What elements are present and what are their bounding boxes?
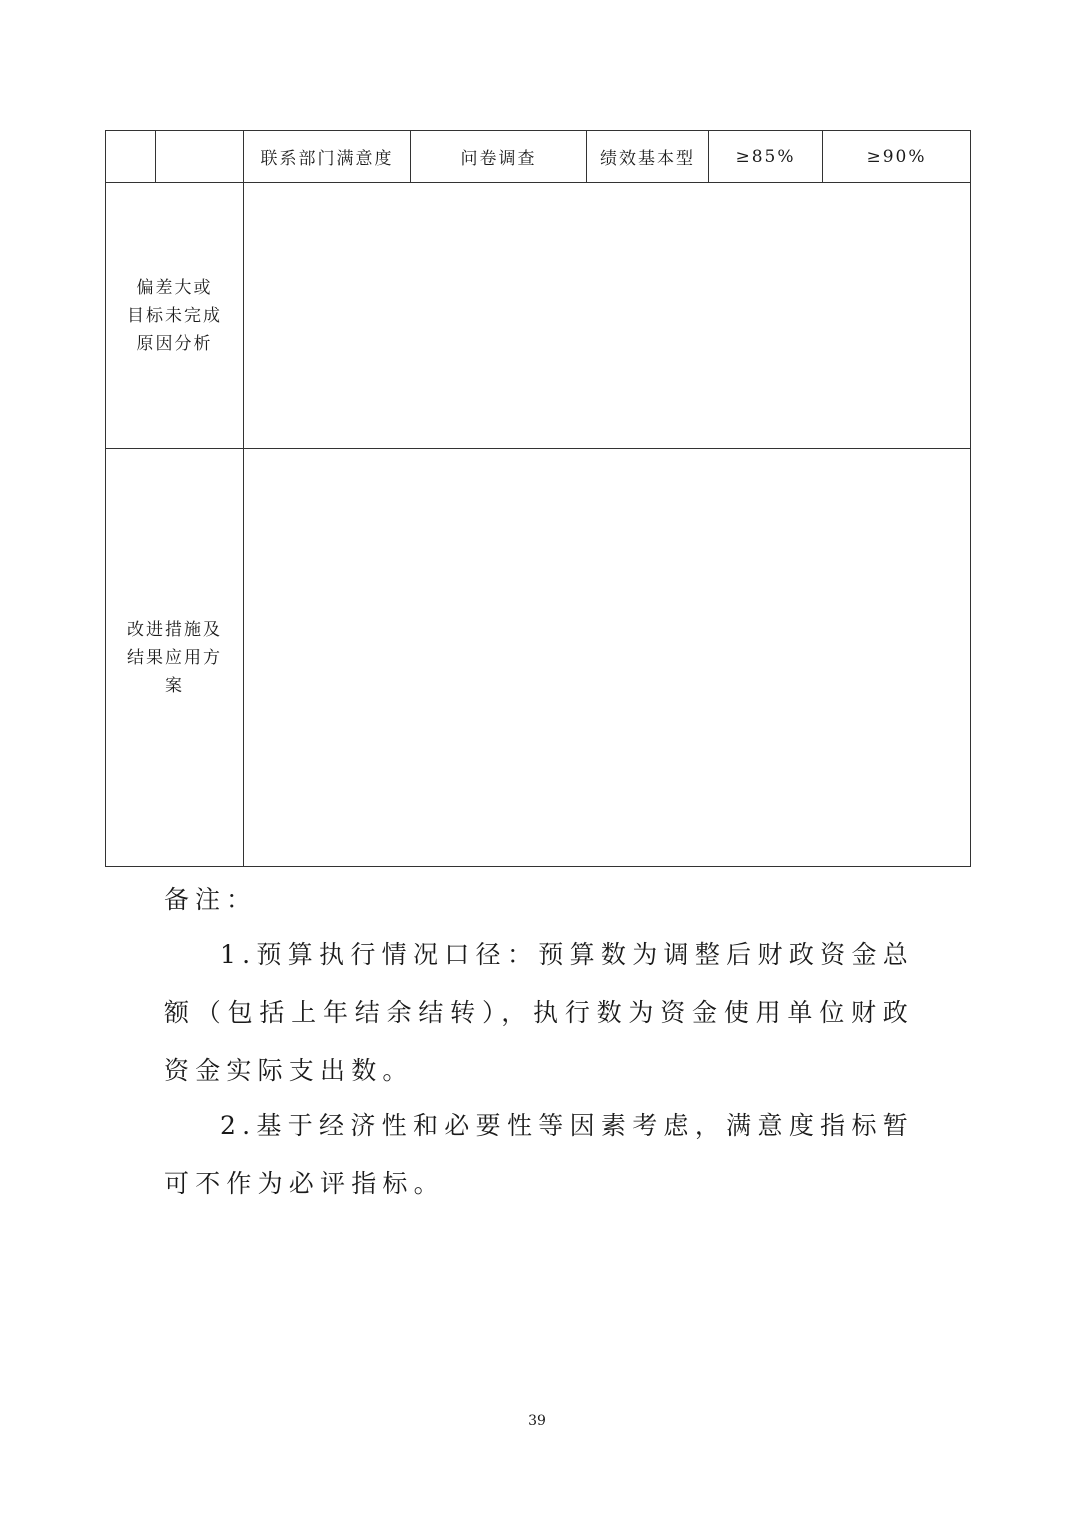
page-number: 39 [528,1413,546,1429]
empty-cell [106,131,156,183]
evaluation-method-cell: 问卷调查 [411,131,587,183]
note-item: 2.基于经济性和必要性等因素考虑，满意度指标暂可不作为必评指标。 [164,1111,914,1198]
notes-title: 备注： [164,885,258,914]
improvement-label-line: 结果应用方 [127,647,222,668]
table-row [106,183,971,449]
deviation-label-line: 目标未完成 [127,305,222,326]
improvement-content-cell [244,449,971,867]
deviation-label-line: 偏差大或 [136,277,213,298]
note-item: 1.预算执行情况口径：预算数为调整后财政资金总额（包括上年结余结转），执行数为资金使用单位财政资金实际支出数。 [164,940,914,1085]
deviation-content-cell [244,183,971,449]
improvement-label-line: 案 [165,675,184,696]
deviation-label-cell [106,183,244,449]
improvement-label-cell [106,449,244,867]
deviation-label-line: 原因分析 [136,333,213,354]
indicator-type-cell: 绩效基本型 [587,131,709,183]
table-row [106,131,971,183]
improvement-label-line: 改进措施及 [127,619,222,640]
performance-table-section [105,130,970,867]
empty-cell [156,131,244,183]
performance-table [105,130,971,867]
table-row [106,449,971,867]
actual-value-cell: ≥90% [823,131,971,183]
target-value-cell: ≥85% [709,131,823,183]
indicator-name-cell: 联系部门满意度 [244,131,411,183]
